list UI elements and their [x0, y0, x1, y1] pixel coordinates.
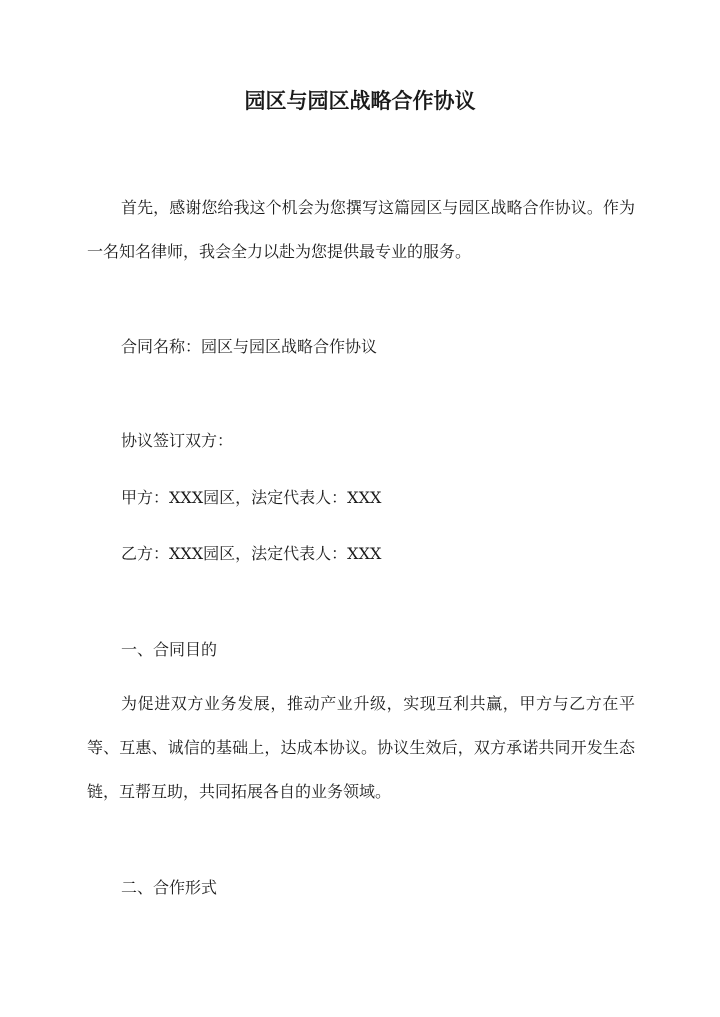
party-b-line: 乙方：XXX园区，法定代表人：XXX — [121, 544, 382, 563]
intro-paragraph: 首先，感谢您给我这个机会为您撰写这篇园区与园区战略合作协议。作为一名知名律师，我会全力以赴为您提供最专业的服务。 — [87, 198, 635, 261]
section-1-paragraph: 为促进双方业务发展，推动产业升级，实现互利共赢，甲方与乙方在平等、互惠、诚信的基础上，达成本协议。协议生效后，双方承诺共同开发生态链，互帮互助，共同拓展各自的业务领域。 — [87, 694, 635, 801]
section-1-heading: 一、合同目的 — [121, 640, 218, 659]
contract-name-line: 合同名称：园区与园区战略合作协议 — [121, 337, 378, 356]
document-title: 园区与园区战略合作协议 — [244, 88, 476, 113]
party-a-line: 甲方：XXX园区，法定代表人：XXX — [121, 488, 382, 507]
section-2-heading: 二、合作形式 — [121, 878, 218, 897]
parties-heading: 协议签订双方： — [121, 431, 234, 450]
